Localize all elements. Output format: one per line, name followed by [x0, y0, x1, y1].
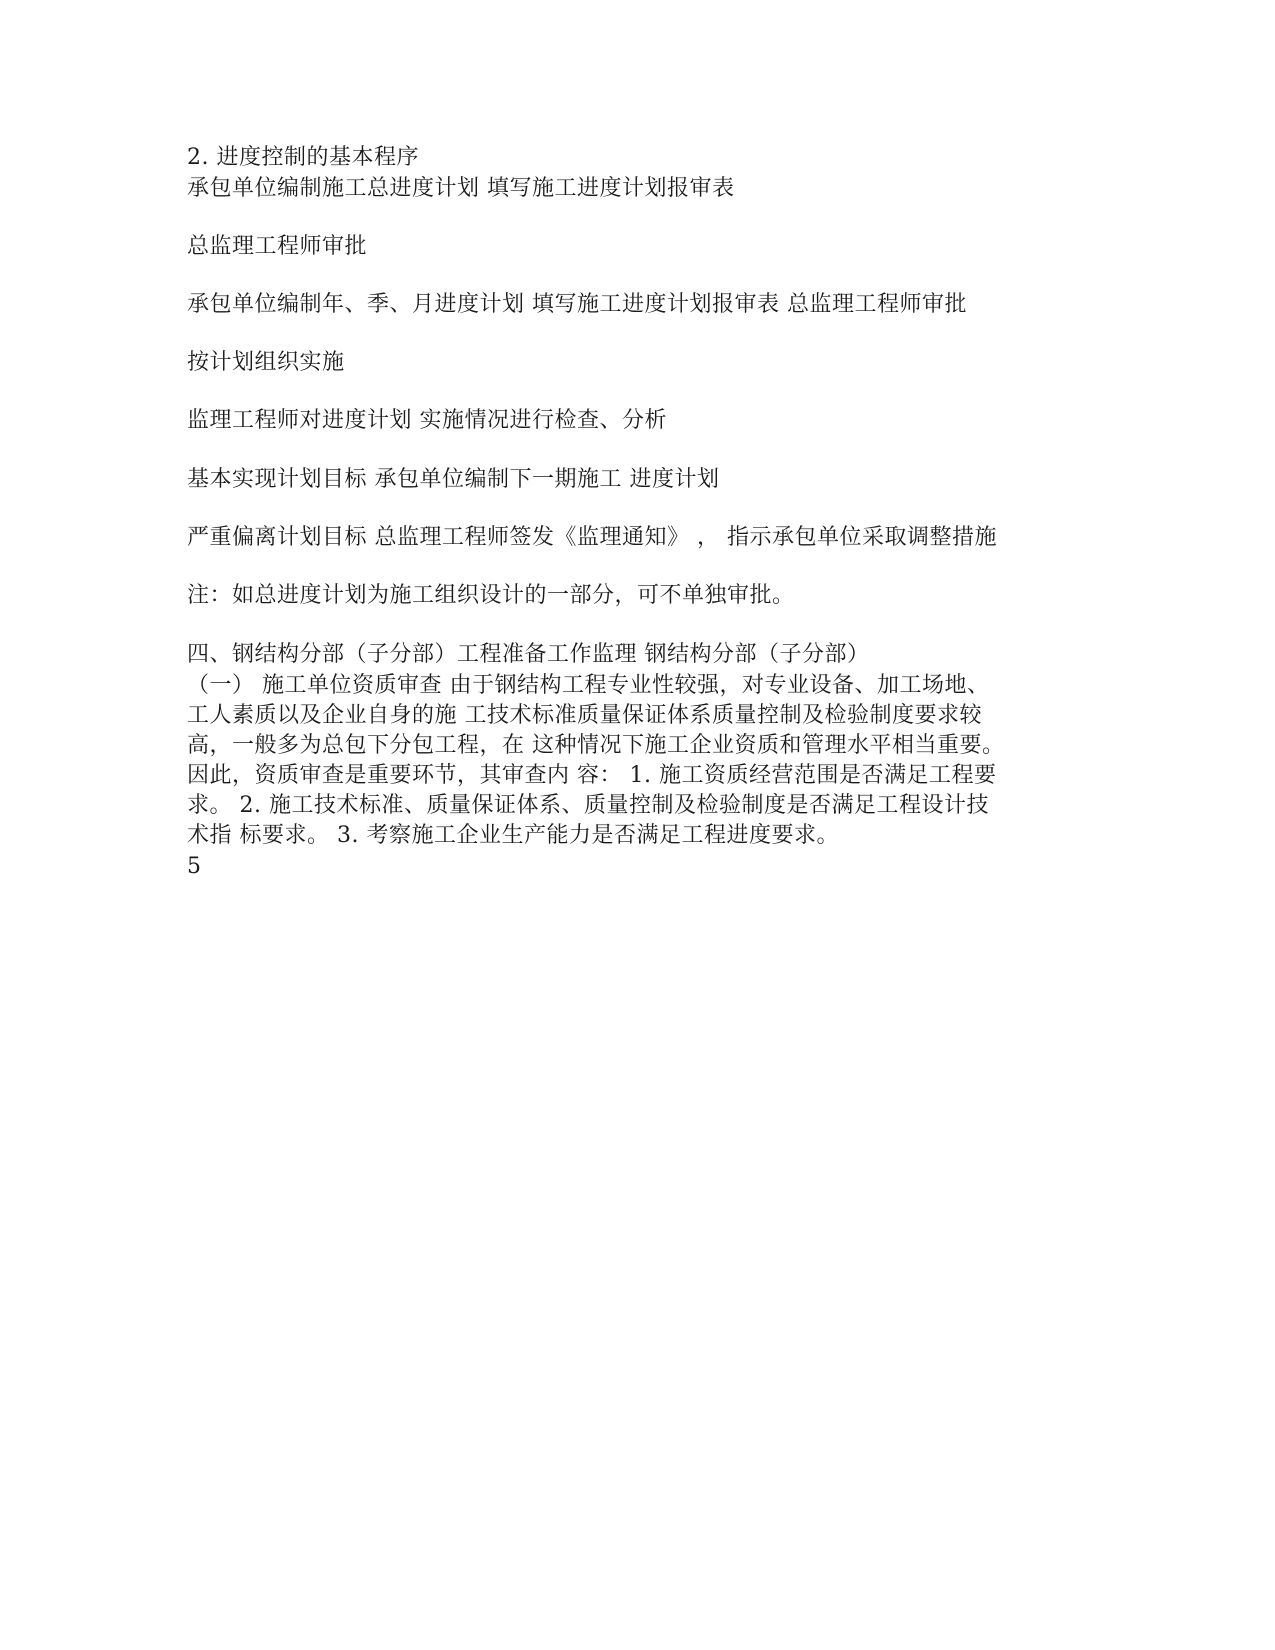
section-heading-progress-control: 2. 进度控制的基本程序: [187, 145, 419, 170]
section-heading-steel-structure: 四、钢结构分部（子分部）工程准备工作监理 钢结构分部（子分部）: [187, 642, 870, 667]
text-line: 总监理工程师审批: [187, 234, 368, 259]
text-line: 严重偏离计划目标 总监理工程师签发《监理通知》 ， 指示承包单位采取调整措施: [187, 525, 997, 550]
text-line: 基本实现计划目标 承包单位编制下一期施工 进度计划: [187, 467, 720, 492]
paragraph-line: 术指 标要求。 3. 考察施工企业生产能力是否满足工程进度要求。: [187, 823, 839, 848]
paragraph-line: 求。 2. 施工技术标准、质量保证体系、质量控制及检验制度是否满足工程设计技: [187, 793, 989, 818]
text-line: 承包单位编制施工总进度计划 填写施工进度计划报审表: [187, 176, 735, 201]
paragraph-line: 高，一般多为总包下分包工程，在 这种情况下施工企业资质和管理水平相当重要。: [187, 733, 1005, 758]
paragraph-qualification-review: [187, 671, 1087, 851]
paragraph-line: （一） 施工单位资质审查 由于钢结构工程专业性较强，对专业设备、加工场地、: [187, 673, 990, 698]
paragraph-line: 工人素质以及企业自身的施 工技术标准质量保证体系质量控制及检验制度要求较: [187, 703, 982, 728]
note-line: 注：如总进度计划为施工组织设计的一部分，可不单独审批。: [187, 583, 795, 608]
page-number: 5: [187, 854, 202, 879]
text-line: 承包单位编制年、季、月进度计划 填写施工进度计划报审表 总监理工程师审批: [187, 292, 967, 317]
paragraph-line: 因此，资质审查是重要环节，其审查内 容： 1. 施工资质经营范围是否满足工程要: [187, 763, 997, 788]
text-line: 监理工程师对进度计划 实施情况进行检查、分析: [187, 408, 667, 433]
text-line: 按计划组织实施: [187, 350, 345, 375]
